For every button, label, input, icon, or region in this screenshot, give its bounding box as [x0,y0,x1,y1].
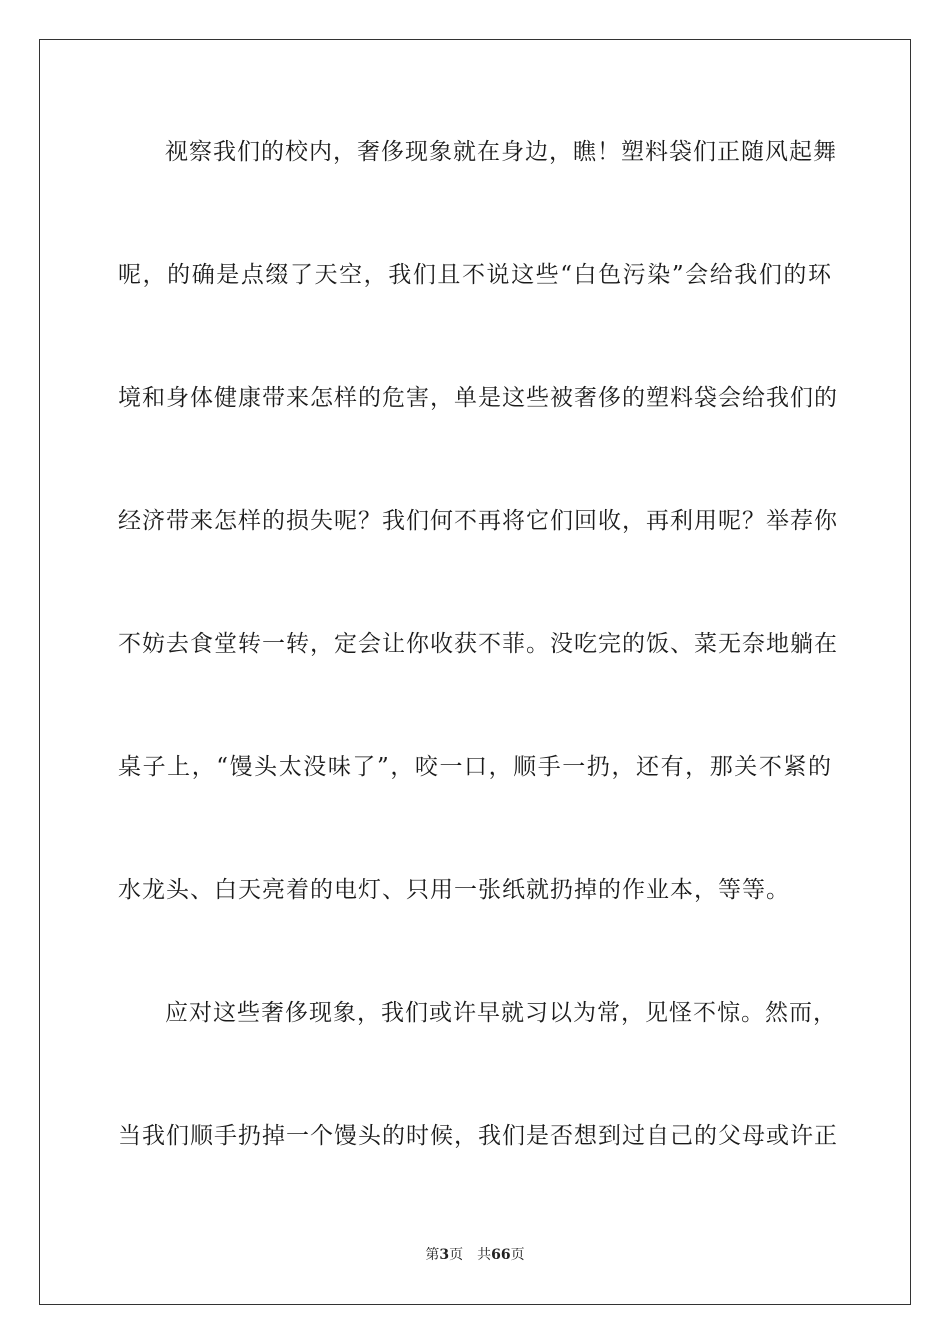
page-footer [0,1245,950,1265]
footer-total-suffix: 页 [510,1247,525,1263]
page-border [39,39,911,1305]
footer-page-suffix: 页 [449,1247,464,1263]
text-line-8: 应对这些奢侈现象，我们或许早就习以为常，见怪不惊。然而， [165,1000,837,1026]
text-line-6: 桌子上，“馒头太没味了”，咬一口，顺手一扔，还有，那关不紧的 [118,754,832,780]
text-line-1: 视察我们的校内，奢侈现象就在身边，瞧！塑料袋们正随风起舞 [165,139,837,165]
text-line-2: 呢，的确是点缀了天空，我们且不说这些“白色污染”会给我们的环 [118,262,832,288]
footer-total-prefix: 共 [477,1247,492,1263]
text-line-9: 当我们顺手扔掉一个馒头的时候，我们是否想到过自己的父母或许正 [118,1123,838,1149]
text-line-5: 不妨去食堂转一转，定会让你收获不菲。没吃完的饭、菜无奈地躺在 [118,631,838,657]
text-line-3: 境和身体健康带来怎样的危害，单是这些被奢侈的塑料袋会给我们的 [118,385,838,411]
footer-page-number: 3 [439,1247,450,1263]
footer-total-pages: 66 [491,1247,511,1263]
text-line-4: 经济带来怎样的损失呢？我们何不再将它们回收，再利用呢？举荐你 [118,508,838,534]
footer-page-prefix: 第 [425,1247,440,1263]
text-line-7: 水龙头、白天亮着的电灯、只用一张纸就扔掉的作业本，等等。 [118,877,790,903]
